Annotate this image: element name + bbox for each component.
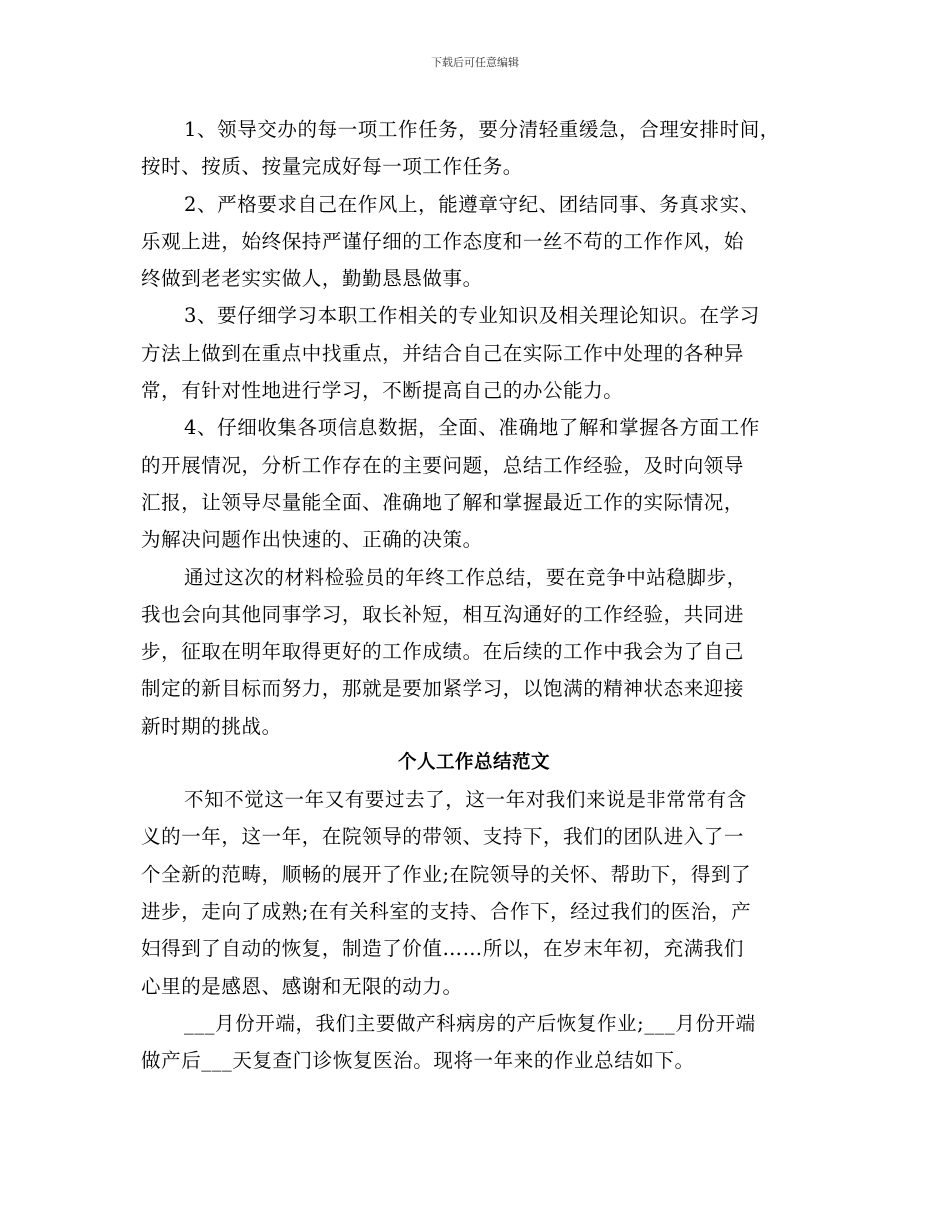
paragraph-line: 我也会向其他同事学习，取长补短，相互沟通好的工作经验，共同进 — [141, 602, 745, 626]
paragraph-line: 妇得到了自动的恢复，制造了价值……所以，在岁末年初，充满我们 — [141, 937, 745, 961]
paragraph-line: 做产后___天复查门诊恢复医治。现将一年来的作业总结如下。 — [141, 1049, 695, 1073]
paragraph-line: 步，征取在明年取得更好的工作成绩。在后续的工作中我会为了自己 — [141, 640, 745, 664]
paragraph-line: 按时、按质、按量完成好每一项工作任务。 — [141, 155, 523, 179]
paragraph-line: 常，有针对性地进行学习，不断提高自己的办公能力。 — [141, 379, 624, 403]
paragraph-line: 心里的是感恩、感谢和无限的动力。 — [141, 974, 463, 998]
paragraph-line: 3、要仔细学习本职工作相关的专业知识及相关理论知识。在学习 — [184, 304, 760, 328]
paragraph-line: 1、领导交办的每一项工作任务，要分清轻重缓急，合理安排时间， — [184, 118, 780, 141]
paragraph-line: 为解决问题作出快速的、正确的决策。 — [141, 528, 483, 552]
paragraph-line: 的开展情况，分析工作存在的主要问题，总结工作经验，及时向领导 — [141, 453, 745, 477]
paragraph-line: 义的一年，这一年，在院领导的带领、支持下，我们的团队进入了一 — [141, 825, 745, 849]
paragraph-line: 制定的新目标而努力，那就是要加紧学习，以饱满的精神状态来迎接 — [141, 677, 745, 701]
paragraph-line: 进步，走向了成熟;在有关科室的支持、合作下，经过我们的医治，产 — [141, 899, 752, 923]
paragraph-line: 方法上做到在重点中找重点，并结合自己在实际工作中处理的各种异 — [141, 341, 745, 365]
paragraph-line: 不知不觉这一年又有要过去了，这一年对我们来说是非常常有含 — [184, 788, 747, 812]
paragraph-line: ___月份开端，我们主要做产科病房的产后恢复作业;___月份开端 — [184, 1011, 756, 1035]
paragraph-line: 个全新的范畴，顺畅的展开了作业;在院领导的关怀、帮助下，得到了 — [141, 862, 752, 886]
paragraph-line: 通过这次的材料检验员的年终工作总结，要在竞争中站稳脚步， — [184, 565, 747, 589]
page-header: 下载后可任意编辑 — [431, 56, 519, 69]
paragraph-line: 新时期的挑战。 — [141, 714, 282, 738]
paragraph-line: 2、严格要求自己在作风上，能遵章守纪、团结同事、务真求实、 — [184, 192, 760, 216]
document-body — [141, 111, 807, 1079]
section-title: 个人工作总结范文 — [397, 752, 550, 774]
paragraph-line: 乐观上进，始终保持严谨仔细的工作态度和一丝不苟的工作作风，始 — [141, 229, 745, 253]
paragraph-line: 终做到老老实实做人，勤勤恳恳做事。 — [141, 267, 483, 291]
paragraph-line: 4、仔细收集各项信息数据，全面、准确地了解和掌握各方面工作 — [184, 416, 760, 440]
paragraph-line: 汇报，让领导尽量能全面、准确地了解和掌握最近工作的实际情况， — [141, 490, 745, 514]
